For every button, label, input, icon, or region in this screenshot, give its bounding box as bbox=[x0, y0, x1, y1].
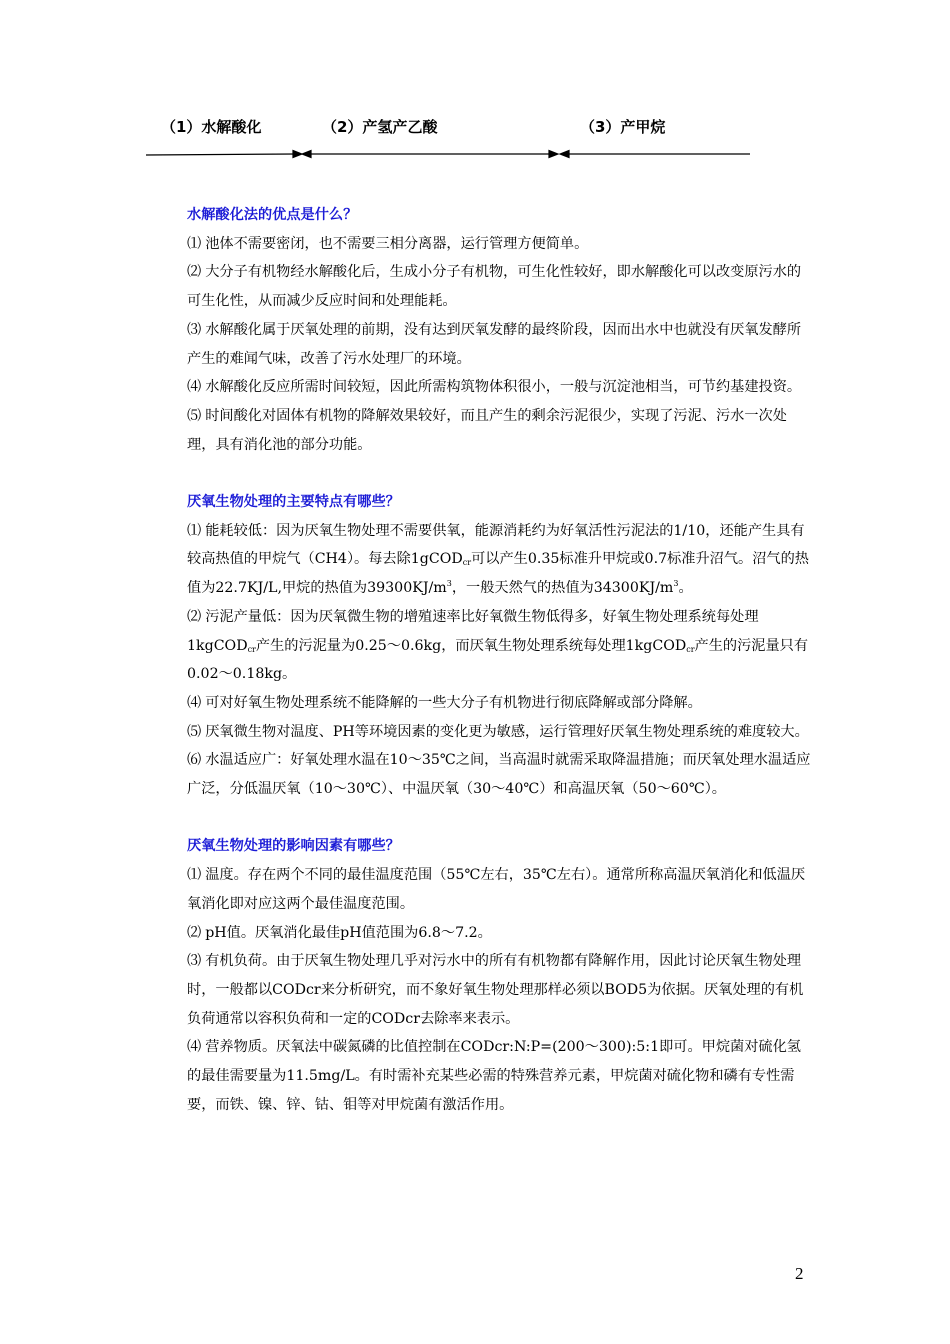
section-heading-influencing-factors: 厌氧生物处理的影响因素有哪些？ bbox=[187, 838, 400, 855]
list-item: ⑸ 时间酸化对固体有机物的降解效果较好，而且产生的剩余污泥很少，实现了污泥、污水一次处理，具有消化池的部分功能。 bbox=[187, 407, 787, 453]
list-item: ⑵ pH值。厌氧消化最佳pH值范围为6.8～7.2。 bbox=[187, 924, 492, 941]
list-item: ⑶ 有机负荷。由于厌氧生物处理几乎对污水中的所有有机物都有降解作用，因此讨论厌氧生物处理时，一般都以CODcr来分析研究，而不象好氧生物处理那样必须以BOD5为依据。厌氧处理的有机负荷通常以容积负荷和一定的CODcr去除率来表示。 bbox=[187, 953, 804, 1027]
flow-stage-hydrolysis: （1）水解酸化 bbox=[161, 118, 262, 136]
document-body bbox=[187, 201, 812, 1119]
list-item: ⑷ 营养物质。厌氧法中碳氮磷的比值控制在CODcr:N:P=(200～300):5:1即可。甲烷菌对硫化氢的最佳需要量为11.5mg/L。有时需补充某些必需的特殊营养元素，甲烷菌对硫化物和磷有专性需要，而铁、镍、锌、钴、钼等对甲烷菌有激活作用。 bbox=[187, 1039, 801, 1113]
list-item: ⑴ 池体不需要密闭，也不需要三相分离器，运行管理方便简单。 bbox=[187, 235, 589, 252]
list-item: ⑶ 水解酸化属于厌氧处理的前期，没有达到厌氧发酵的最终阶段，因而出水中也就没有厌氧发酵所产生的难闻气味，改善了污水处理厂的环境。 bbox=[187, 321, 802, 367]
section-heading-hydrolysis-advantages: 水解酸化法的优点是什么？ bbox=[187, 207, 358, 223]
flow-arrows bbox=[140, 140, 760, 170]
arrow-head-left-2 bbox=[560, 151, 569, 158]
list-item: ⑹ 水温适应广：好氧处理水温在10～35℃之间，当高温时就需采取降温措施；而厌氧处理水温适应广泛，分低温厌氧（10～30℃）、中温厌氧（30～40℃）和高温厌氧（50～60℃）。 bbox=[187, 752, 811, 798]
arrow-head-right-2 bbox=[549, 151, 558, 158]
flow-stage-methanogenesis: （3）产甲烷 bbox=[580, 118, 666, 136]
list-item: ⑵ 污泥产量低：因为厌氧微生物的增殖速率比好氧微生物低得多，好氧生物处理系统每处理1kgCOD$_{cr}$产生的污泥量为0.25～0.6kg，而厌氧生物处理系统每处理1kgCOD$_{cr}$产生的污泥量只有0.02～0.18kg。 bbox=[187, 608, 809, 683]
list-item: ⑸ 厌氧微生物对温度、PH等环境因素的变化更为敏感，运行管理好厌氧生物处理系统的难度较大。 bbox=[187, 723, 809, 740]
list-item: ⑵ 大分子有机物经水解酸化后，生成小分子有机物，可生化性较好，即水解酸化可以改变原污水的可生化性，从而减少反应时间和处理能耗。 bbox=[187, 264, 802, 310]
page-number: 2 bbox=[795, 1264, 804, 1283]
section-heading-anaerobic-features: 厌氧生物处理的主要特点有哪些？ bbox=[187, 494, 400, 511]
flow-stage-acetogenesis: （2）产氢产乙酸 bbox=[322, 118, 438, 136]
list-item: ⑷ 水解酸化反应所需时间较短，因此所需构筑物体积很小，一般与沉淀池相当，可节约基建投资。 bbox=[187, 379, 802, 396]
list-item: ⑴ 温度。存在两个不同的最佳温度范围（55℃左右，35℃左右）。通常所称高温厌氧消化和低温厌氧消化即对应这两个最佳温度范围。 bbox=[187, 867, 806, 912]
list-item: ⑴ 能耗较低：因为厌氧生物处理不需要供氧，能源消耗约为好氧活性污泥法的1/10，还能产生具有较高热值的甲烷气（CH4）。每去除1gCOD$_{cr}$可以产生0.35标准升甲烷或0.7标准升沼气。沼气的热值为22.7KJ/L,甲烷的热值为$39300KJ/m^3$，一般天然气的热值为$34300KJ/m^3$。 bbox=[187, 522, 809, 597]
flow-segment-1 bbox=[146, 154, 295, 155]
list-item: ⑷ 可对好氧生物处理系统不能降解的一些大分子有机物进行彻底降解或部分降解。 bbox=[187, 694, 702, 711]
